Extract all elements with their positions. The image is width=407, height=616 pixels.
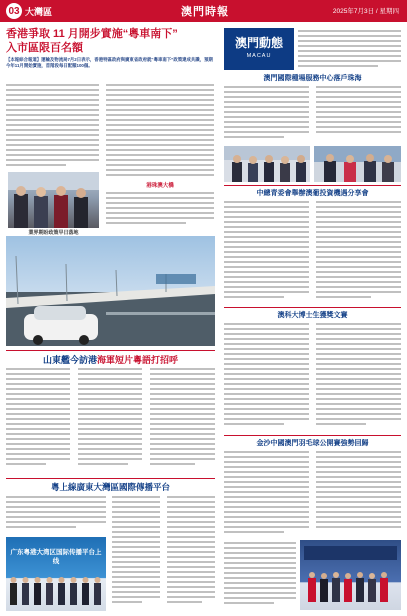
lead-figure-title: 港珠澳大橋 [146,183,174,189]
macau-news1-headline: 澳門國際種場服務中心落戶珠海 [263,75,362,82]
macau-intro-text [298,28,401,70]
divider [6,478,215,479]
macau-section-banner [224,28,294,70]
macau-news3-body [224,321,401,433]
macau-news1-photo-b [314,146,401,182]
lead-body-col1 [6,82,99,172]
bridge-photo [6,236,215,346]
divider [224,185,401,186]
gd-platform-headline: 粵上線廣東大灣區國際傳播平台 [50,482,170,492]
issue-date: 2025年7月3日 / 星期四 [332,8,399,15]
shandong-headline [6,353,215,366]
macau-banner-title: 澳門動態 [234,36,283,50]
section-number: 03 [6,3,22,19]
macau-news4-headline: 金沙中國澳門羽毛球公開賽強勢回歸 [256,440,369,447]
lead-headline-line2: 入市區限百名額 [6,42,83,54]
divider [6,350,215,351]
macau-banner-subtitle: MACAU [246,53,272,59]
lead-headline-line1: 香港爭取 11 月開步實施“粵車南下” [6,28,178,40]
macau-news1-photo-a [224,146,310,182]
gd-platform-body-b [112,494,215,610]
divider [224,307,401,308]
page-header [0,0,407,22]
macau-news1-body [224,84,401,144]
macau-news3-headline: 澳科大博士生獲獎文賽 [277,312,348,319]
macau-news4-body [224,449,401,539]
section-label [6,3,52,19]
section-name: 大灣區 [25,6,53,17]
gd-platform-body-a [6,494,106,534]
gd-platform-photo [6,537,106,611]
divider [224,435,401,436]
lead-body-col2b [106,190,214,230]
macau-news4-body-b [224,540,296,610]
gd-platform-banner-text: 广东粤港大湾区国际传播平台上线 [10,549,102,565]
lead-subhead: 【本報綜合報道】運輸及物流局7月2日表示，香港特區政府與廣東省政府就“粵車南下”政策達成共識，預期今年11月開始實施，首階段每日配額100個。 [6,57,213,68]
macau-news2-body [224,199,401,304]
lead-photo-caption: 業界期盼政策早日落地 [28,230,79,236]
shandong-body [6,366,215,476]
macau-news2-headline: 中總青委會舉辦澳葡投資機遇分享會 [256,190,369,197]
shandong-headline-prefix: 山東艦今訪港 [42,355,97,365]
badminton-photo [300,540,401,610]
lead-photo-people [8,172,99,228]
masthead: 澳門時報 [181,5,229,18]
shandong-headline-suffix: 海軍短片粵語打招呼 [97,355,179,365]
